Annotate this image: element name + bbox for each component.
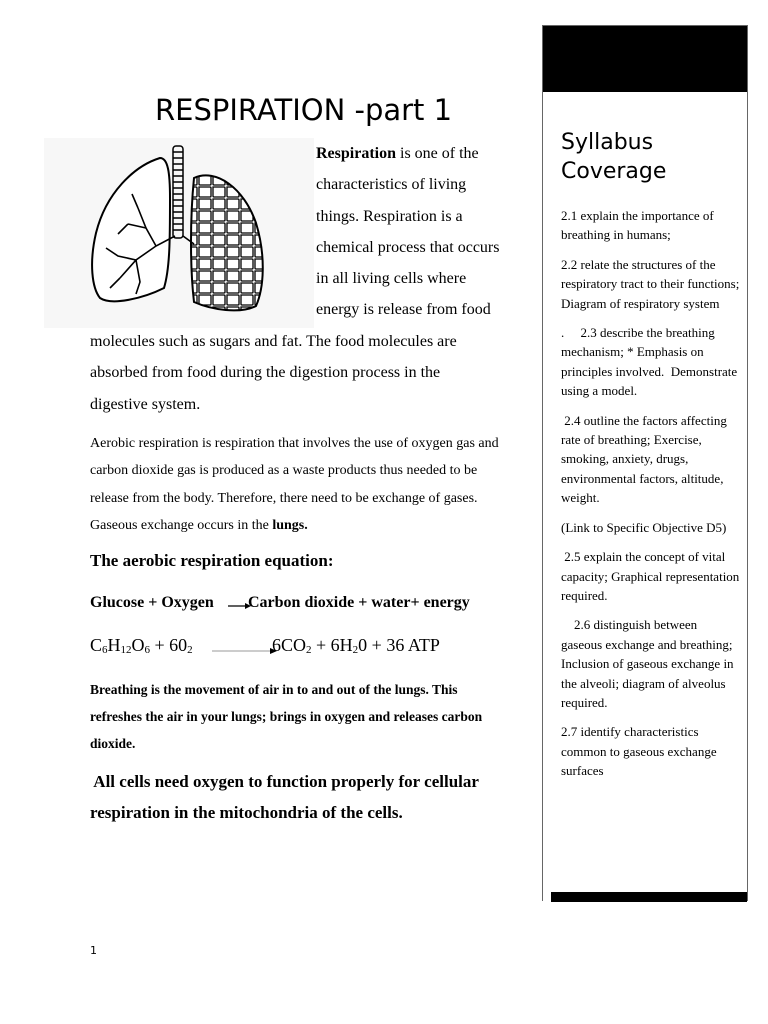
oxygen-formula: $60_2$ (169, 635, 193, 656)
aerobic-line: carbon dioxide gas is produced as a waste products thus needed to be (90, 463, 478, 479)
intro-line: digestive system. (90, 395, 201, 413)
reaction-arrow (212, 647, 278, 655)
intro-line: things. Respiration is a (316, 207, 463, 225)
left-lung (92, 158, 170, 301)
syllabus-heading: Syllabus Coverage (561, 130, 667, 184)
atp-term: + 36 ATP (371, 635, 440, 655)
word-reactants: Glucose + Oxygen (90, 594, 214, 611)
cells-line: All cells need oxygen to function properly for cellular (90, 772, 479, 791)
co2-formula: $6CO_2$ (272, 635, 312, 656)
page-title: RESPIRATION -part 1 (155, 93, 453, 127)
intro-line: energy is release from food (316, 301, 491, 319)
syllabus-sidebar (542, 25, 748, 901)
lungs-term: lungs. (272, 517, 308, 533)
lungs-illustration (44, 138, 314, 328)
syllabus-item: . 2.3 describe the breathing mechanism; * Emphasis on principles involved. Demonstrate using a model. (561, 325, 741, 399)
syllabus-item: 2.6 distinguish between gaseous exchange and breathing; Inclusion of gaseous exchange in the alveoli; diagram of alveolus required. (561, 617, 737, 710)
breathing-line: dioxide. (90, 736, 136, 751)
syllabus-item: 2.1 explain the importance of breathing in humans; (561, 208, 717, 243)
sidebar-footer-bar (551, 892, 747, 902)
syllabus-item: 2.7 identify characteristics common to gaseous exchange surfaces (561, 724, 720, 779)
sidebar-header-bar (543, 26, 747, 92)
syllabus-list (561, 206, 741, 791)
syllabus-item: 2.2 relate the structures of the respiratory tract to their functions; Diagram of respiratory system (561, 256, 743, 311)
syllabus-item: (Link to Specific Objective D5) (561, 519, 727, 535)
syllabus-item: 2.4 outline the factors affecting rate of breathing; Exercise, smoking, anxiety, drugs, environmental factors, altitude, weight. (561, 412, 731, 506)
glucose-formula: $C_6H_{12}O_6$ (90, 635, 151, 656)
intro-line: absorbed from food during the digestion process in the (90, 364, 441, 382)
breathing-paragraph (90, 678, 535, 759)
trachea (173, 146, 183, 238)
intro-line: characteristics of living (316, 176, 467, 194)
aerobic-line: release from the body. Therefore, there need to be exchange of gases. (90, 490, 478, 506)
intro-continuation (90, 328, 530, 422)
cells-line: respiration in the mitochondria of the cells. (90, 803, 403, 822)
water-formula: $6H_20$ (330, 635, 368, 656)
syllabus-item: 2.5 explain the concept of vital capacity; Graphical representation required. (561, 549, 743, 603)
intro-line: molecules such as sugars and fat. The food molecules are (90, 333, 457, 350)
intro-paragraph: Respiration is one of the characteristics of living things. Respiration is a chemical process that occurs in all living cells where energy is release from food (316, 140, 536, 328)
aerobic-paragraph (90, 432, 535, 541)
aerobic-line: Gaseous exchange occurs in the lungs. (90, 517, 308, 533)
intro-line: in all living cells where (316, 270, 467, 288)
word-products: Carbon dioxide + water+ energy (248, 594, 470, 611)
page-number: 1 (90, 944, 97, 957)
respiration-term: Respiration (316, 145, 396, 162)
equation-heading: The aerobic respiration equation: (90, 551, 334, 570)
word-equation (90, 594, 510, 616)
breathing-line: Breathing is the movement of air in to and out of the lungs. This (90, 682, 458, 697)
breathing-line: refreshes the air in your lungs; brings in oxygen and releases carbon (90, 709, 483, 724)
intro-line: chemical process that occurs (316, 238, 500, 256)
aerobic-line: Aerobic respiration is respiration that involves the use of oxygen gas and (90, 436, 499, 451)
right-lung (191, 175, 263, 310)
chemical-equation: $C_6H_{12}O_6 + 60_2$ $6CO_2 + 6H_20 + 36$ ATP (90, 635, 440, 656)
cells-paragraph (90, 768, 535, 830)
